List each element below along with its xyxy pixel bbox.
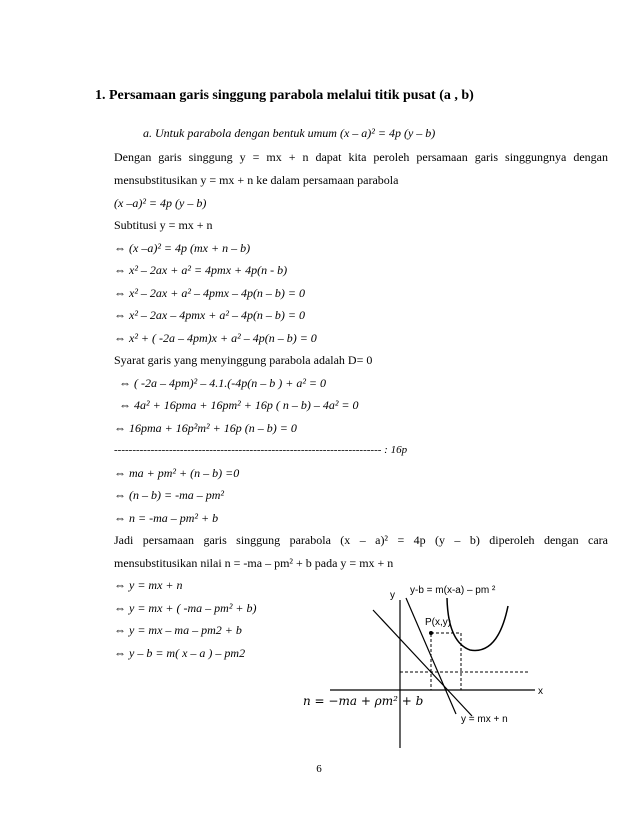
divider-line: ------------------------------------------------------------------------- : 16p [114, 444, 408, 456]
equation-line: ⇔ y = mx – ma – pm2 + b [114, 623, 242, 637]
y-axis-label: y [390, 590, 395, 601]
line-equation-label: y = mx + n [461, 714, 508, 725]
parabola-curve [447, 598, 508, 650]
equation-line: ⇔ y = mx + n [114, 578, 183, 592]
text-line: Jadi persamaan garis singgung parabola (x – a)² = 4p (y – b) diperoleh dengan cara [114, 533, 608, 547]
tangent-point [429, 631, 433, 635]
equation-line: ⇔ x² – 2ax – 4pmx + a² – 4p(n – b) = 0 [114, 308, 306, 322]
equation-line: ⇔ n = -ma – pm² + b [114, 511, 219, 525]
text-line: Syarat garis yang menyinggung parabola adalah D= 0 [114, 353, 373, 367]
section-heading: 1. Persamaan garis singgung parabola melalui titik pusat (a , b) [95, 88, 474, 103]
page-number: 6 [316, 763, 322, 775]
equation-line: ⇔ ( -2a – 4pm)² – 4.1.(-4p(n – b ) + a² = 0 [119, 376, 327, 390]
equation-line: ⇔ y – b = m( x – a ) – pm2 [114, 646, 246, 660]
subsection-line: a. Untuk parabola dengan bentuk umum (x – a)² = 4p (y – b) [143, 126, 436, 140]
equation-line: ⇔ x² – 2ax + a² = 4pmx + 4p(n - b) [114, 263, 288, 277]
text-line: Subtitusi y = mx + n [114, 218, 213, 232]
n-equation-label: n = −ma + ρm² + b [303, 694, 424, 708]
equation-line: ⇔ (x –a)² = 4p (mx + n – b) [114, 241, 251, 255]
dashed-guide-box [431, 633, 461, 690]
equation-line: ⇔ (n – b) = -ma – pm² [114, 488, 225, 502]
text-line: Dengan garis singgung y = mx + n dapat kita peroleh persamaan garis singgungnya dengan [114, 150, 608, 164]
text-line: mensubstitusikan nilai n = -ma – pm² + b pada y = mx + n [114, 556, 394, 570]
x-axis-label: x [538, 686, 543, 697]
equation-line: ⇔ y = mx + ( -ma – pm² + b) [114, 601, 257, 615]
equation-line: ⇔ x² – 2ax + a² – 4pmx – 4p(n – b) = 0 [114, 286, 306, 300]
equation-line: ⇔ ma + pm² + (n – b) =0 [114, 466, 240, 480]
equation-line: ⇔ x² + ( -2a – 4pm)x + a² – 4p(n – b) = 0 [114, 331, 317, 345]
text-line: mensubstitusikan y = mx + n ke dalam persamaan parabola [114, 173, 399, 187]
equation-line: ⇔ 16pma + 16p²m² + 16p (n – b) = 0 [114, 421, 297, 435]
tangent-equation-label: y-b = m(x-a) – pm ² [410, 585, 496, 596]
equation-line: ⇔ 4a² + 16pma + 16pm² + 16p ( n – b) – 4a² = 0 [119, 398, 359, 412]
point-label: P(x,y) [425, 617, 452, 628]
equation-line: (x –a)² = 4p (y – b) [114, 196, 207, 210]
